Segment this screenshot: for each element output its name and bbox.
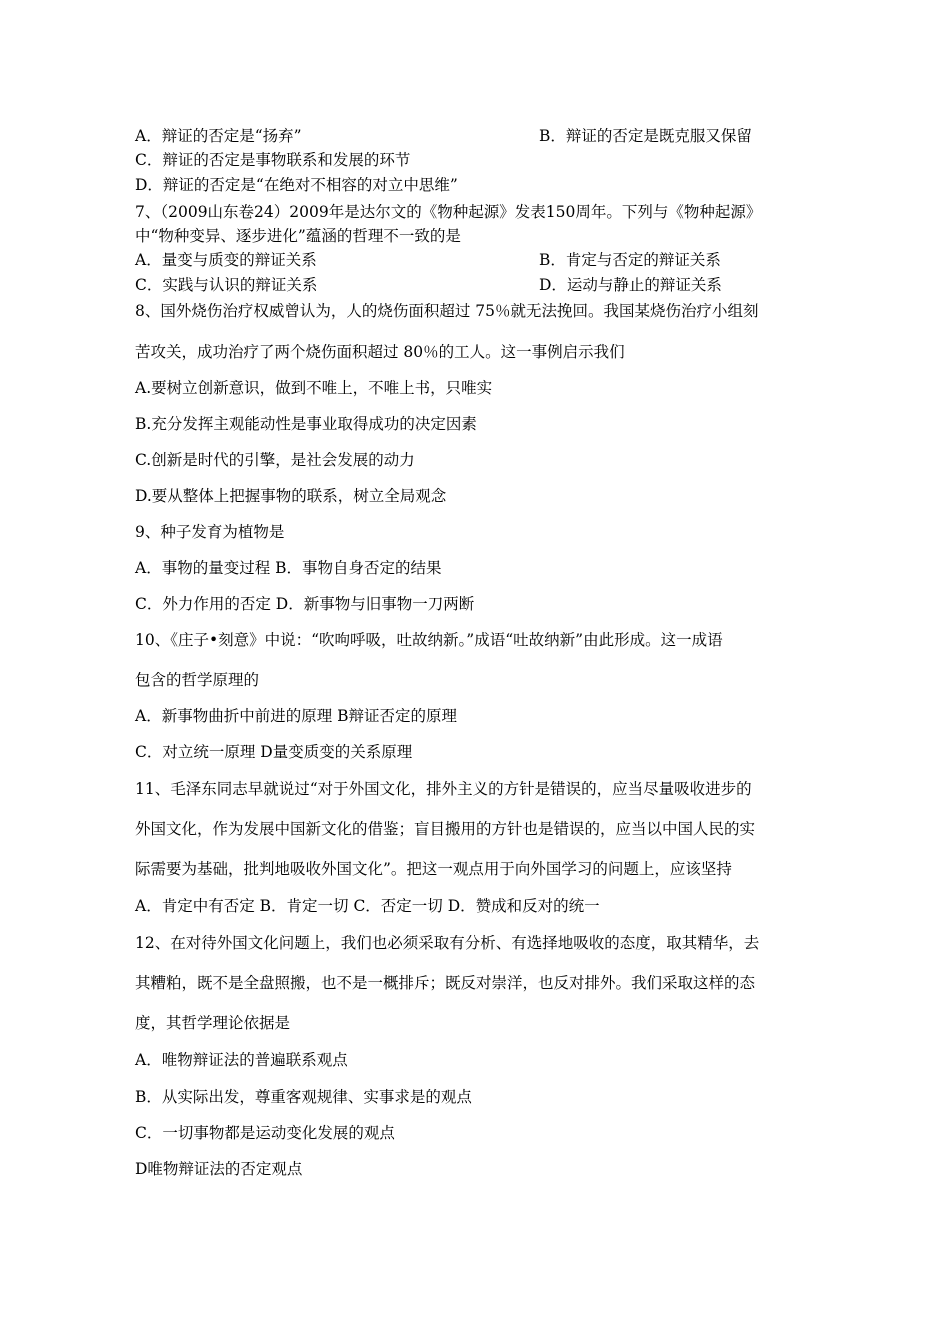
q12-option-a: A．唯物辩证法的普遍联系观点 (135, 1051, 348, 1069)
q7-stem-line1: 7、（2009山东卷24）2009年是达尔文的《物种起源》发表150周年。下列与《物种起源》 (135, 203, 762, 221)
q10-options-ab: A．新事物曲折中前进的原理 B辩证否定的原理 (135, 707, 458, 725)
q8-stem-line2: 苦攻关，成功治疗了两个烧伤面积超过 80％的工人。这一事例启示我们 (135, 343, 625, 361)
q7-stem-line2: 中“物种变异、逐步进化”蕴涵的哲理不一致的是 (135, 227, 461, 245)
q8-option-b: B.充分发挥主观能动性是事业取得成功的决定因素 (135, 415, 477, 433)
q12-option-b: B．从实际出发，尊重客观规律、实事求是的观点 (135, 1088, 472, 1106)
q10-stem-line1: 10、《庄子•刻意》中说：“吹呴呼吸，吐故纳新。”成语“吐故纳新”由此形成。这一成语 (135, 631, 723, 649)
q11-stem-line3: 际需要为基础，批判地吸收外国文化”。把这一观点用于向外国学习的问题上，应该坚持 (135, 860, 732, 878)
q8-stem-line1: 8、国外烧伤治疗权威曾认为，人的烧伤面积超过 75％就无法挽回。我国某烧伤治疗小组刻 (135, 302, 759, 320)
q10-stem-line2: 包含的哲学原理的 (135, 671, 260, 689)
q8-option-c: C.创新是时代的引擎，是社会发展的动力 (135, 451, 415, 469)
q12-stem-line2: 其糟粕，既不是全盘照搬，也不是一概排斥；既反对崇洋，也反对排外。我们采取这样的态 (135, 974, 756, 992)
q11-options: A．肯定中有否定 B．肯定一切 C．否定一切 D．赞成和反对的统一 (135, 897, 600, 915)
q9-options-cd: C．外力作用的否定 D．新事物与旧事物一刀两断 (135, 595, 475, 613)
q10-options-cd: C．对立统一原理 D量变质变的关系原理 (135, 743, 413, 761)
q7-option-d: D．运动与静止的辩证关系 (539, 276, 722, 294)
q7-option-b: B．肯定与否定的辩证关系 (539, 251, 721, 269)
q11-stem-line1: 11、毛泽东同志早就说过“对于外国文化，排外主义的方针是错误的，应当尽量吸收进步的 (135, 780, 752, 798)
q8-option-a: A.要树立创新意识，做到不唯上，不唯上书，只唯实 (135, 379, 493, 397)
q9-stem: 9、种子发育为植物是 (135, 523, 285, 541)
q7-option-a: A．量变与质变的辩证关系 (135, 251, 317, 269)
q11-stem-line2: 外国文化，作为发展中国新文化的借鉴；盲目搬用的方针也是错误的，应当以中国人民的实 (135, 820, 756, 838)
q7-option-c: C．实践与认识的辩证关系 (135, 276, 318, 294)
q12-option-c: C．一切事物都是运动变化发展的观点 (135, 1124, 395, 1142)
q9-options-ab: A．事物的量变过程 B．事物自身否定的结果 (135, 559, 442, 577)
q12-option-d: D唯物辩证法的否定观点 (135, 1160, 303, 1178)
q12-stem-line3: 度，其哲学理论依据是 (135, 1014, 291, 1032)
q6-option-d: D．辩证的否定是“在绝对不相容的对立中思维” (135, 176, 458, 194)
q8-option-d: D.要从整体上把握事物的联系，树立全局观念 (135, 487, 447, 505)
q6-option-b: B．辩证的否定是既克服又保留 (539, 127, 752, 145)
q6-option-c: C．辩证的否定是事物联系和发展的环节 (135, 151, 411, 169)
q6-option-a: A．辩证的否定是“扬弃” (135, 127, 302, 145)
q12-stem-line1: 12、在对待外国文化问题上，我们也必须采取有分析、有选择地吸收的态度，取其精华，去 (135, 934, 760, 952)
